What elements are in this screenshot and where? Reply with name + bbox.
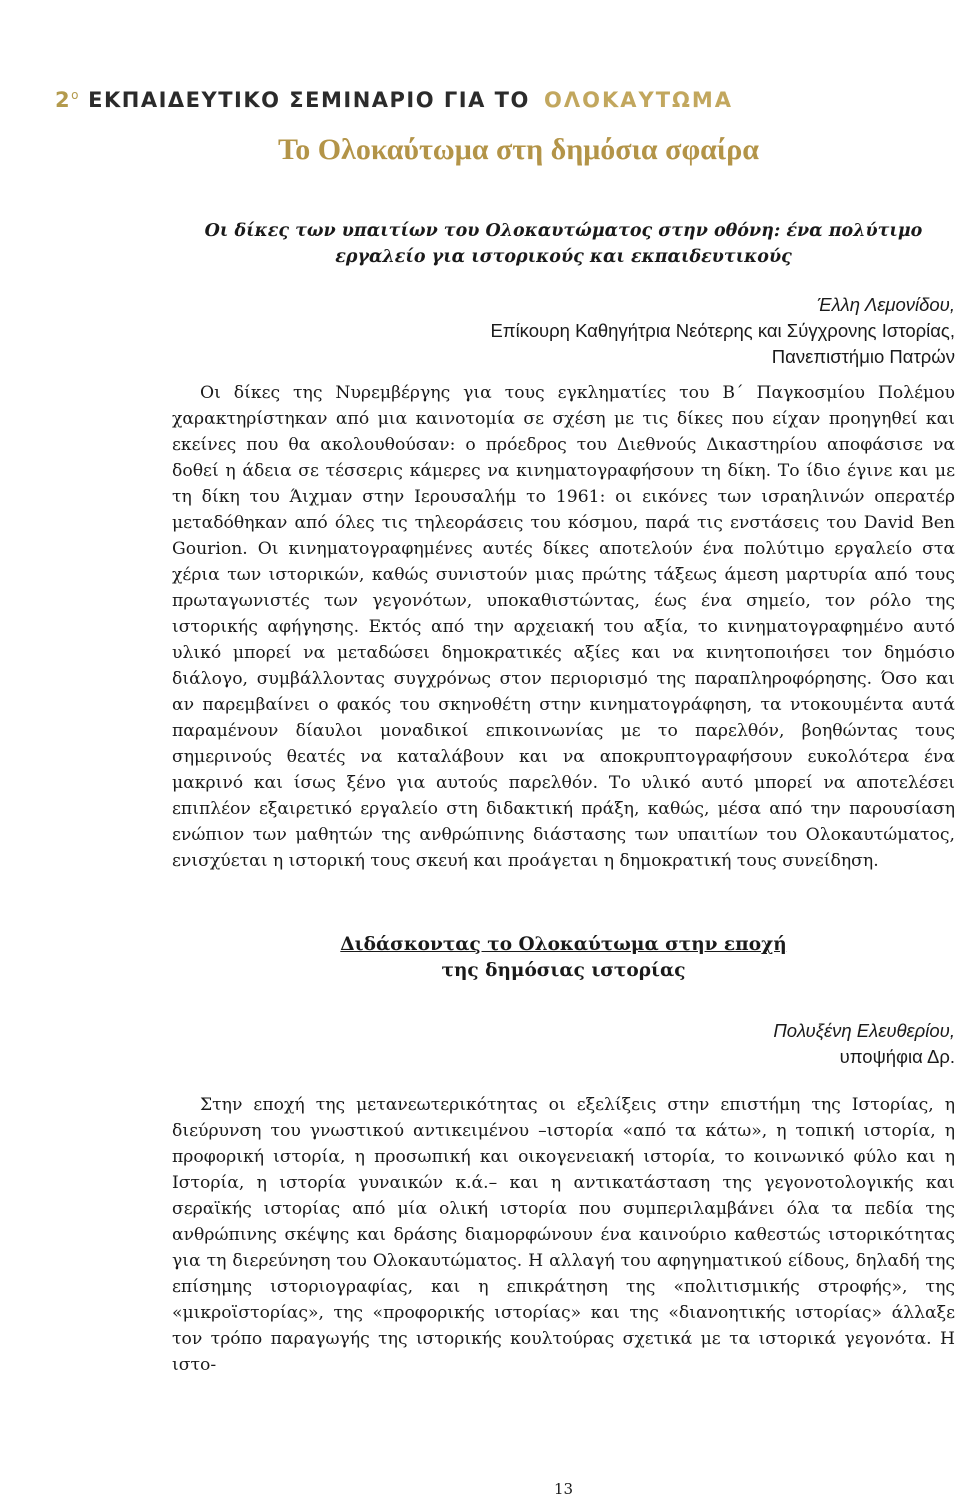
article-affiliation-line-1: Επίκουρη Καθηγήτρια Νεότερης και Σύγχρονης Ιστορίας, — [490, 320, 955, 341]
page-number: 13 — [553, 1480, 574, 1498]
seminar-header — [55, 88, 733, 112]
second-article-title — [172, 932, 955, 984]
header-number: 2 — [55, 88, 72, 112]
article-author-block — [172, 292, 955, 370]
second-article-title-line-1: Διδάσκοντας το Ολοκαύτωμα στην εποχή — [340, 934, 787, 955]
article-title-line-2: εργαλείο για ιστορικούς και εκπαιδευτικούς — [335, 247, 792, 267]
header-brand: ΟΛΟΚΑΥΤΩΜΑ — [544, 88, 734, 112]
second-article-title-line-2: της δημόσιας ιστορίας — [441, 960, 686, 981]
second-article-author: Πολυξένη Ελευθερίου, — [773, 1020, 955, 1041]
section-title: Το Ολοκαύτωμα στη δημόσια σφαίρα — [278, 133, 760, 166]
article-title — [172, 218, 955, 270]
second-article-author-block — [172, 1018, 955, 1070]
second-article-author-role: υποψήφια Δρ. — [839, 1046, 955, 1067]
article-affiliation-line-2: Πανεπιστήμιο Πατρών — [771, 346, 955, 367]
page-content — [172, 218, 955, 1378]
header-text: ΕΚΠΑΙΔΕΥΤΙΚΟ ΣΕΜΙΝΑΡΙΟ ΓΙΑ ΤΟ — [88, 88, 530, 112]
article-title-line-1: Οι δίκες των υπαιτίων του Ολοκαυτώματος στην οθόνη: ένα πολύτιμο — [204, 221, 923, 241]
article-body: Οι δίκες της Νυρεμβέργης για τους εγκληματίες του Β΄ Παγκοσμίου Πολέμου χαρακτηρίστηκαν από μια καινοτομία σε σχέση με τις δίκες που είχαν προηγηθεί και εκείνες που θα ακολουθούσαν: ο πρόεδρος του Διεθνούς Δικαστηρίου αποφάσισε να δοθεί η άδεια σε τέσσερις κάμερες να κινηματογραφήσουν τη δίκη. Το ίδιο έγινε και με τη δίκη του Άιχμαν στην Ιερουσαλήμ το 1961: οι εικόνες των ισραηλινών οπερατέρ μεταδόθηκαν από όλες τις τηλεοράσεις του κόσμου, παρά τις ενστάσεις του David Ben Gourion. Οι κινηματογραφημένες αυτές δίκες αποτελούν ένα πολύτιμο εργαλείο στα χέρια των ιστορικών, καθώς συνιστούν μιας πρώτης τάξεως άμεση μαρτυρία από τους πρωταγωνιστές των γεγονότων, υποκαθιστώντας, έως ένα σημείο, τον ρόλο της ιστορικής αφήγησης. Εκτός από την αρχειακή του αξία, το κινηματογραφημένο αυτό υλικό μπορεί να μεταδώσει δημοκρατικές αξίες και να κινητοποιήσει τον δημόσιο διάλογο, συμβάλλοντας συγχρόνως στον περιορισμό της παραπληροφόρησης. Όσο και αν παρεμβαίνει ο φακός του σκηνοθέτη στην κινηματογράφηση, τα ντοκουμέντα αυτά παραμένουν δίαυλοι μοναδικοί επικοινωνίας με το παρελθόν, βοηθώντας τους σημερινούς θεατές να καταλάβουν και να αποκρυπτογραφήσουν ευκολότερα ένα μακρινό και ίσως ξένο για αυτούς παρελθόν. Το υλικό αυτό μπορεί να αποτελέσει επιπλέον εξαιρετικό εργαλείο στη διδακτική πράξη, καθώς, μέσα από την παρουσίαση ενώπιον των μαθητών της ανθρώπινης διάστασης των υπαιτίων του Ολοκαυτώματος, ενισχύεται η ιστορική τους σκευή και προάγεται η δημοκρατική τους συνείδηση. — [172, 383, 955, 871]
article-author: Έλλη Λεμονίδου, — [816, 294, 955, 315]
header-ordinal: ο — [71, 88, 80, 102]
second-article-body: Στην εποχή της μετανεωτερικότητας οι εξελίξεις στην επιστήμη της Ιστορίας, η διεύρυνση του γνωστικού αντικειμένου –ιστορία «από τα κάτω», η τοπική ιστορία, η προφορική ιστορία, η προσωπική και οικογενειακή ιστορία, το κοινωνικό φύλο και η Ιστορία, η ιστορία γυναικών κ.ά.– και η αντικατάσταση της γεγονοτολογικής και σεραϊκής ιστορίας από μία ολική ιστορία που συμπεριλαμβάνει όλα τα πεδία της ανθρώπινης σκέψης και δράσης διαμορφώνουν ένα καινούριο καθεστώς ιστορικότητας για τη διερεύνηση του Ολοκαυτώματος. Η αλλαγή του αφηγηματικού είδους, δηλαδή της επίσημης ιστοριογραφίας, και η επικράτηση της «πολιτισμικής στροφής», της «μικροϊστορίας», της «προφορικής ιστορίας» και της «διανοητικής ιστορίας» άλλαξε τον τρόπο παραγωγής της ιστορικής κουλτούρας σχετικά με τα ιστορικά γεγονότα. Η ιστο- — [172, 1095, 955, 1375]
